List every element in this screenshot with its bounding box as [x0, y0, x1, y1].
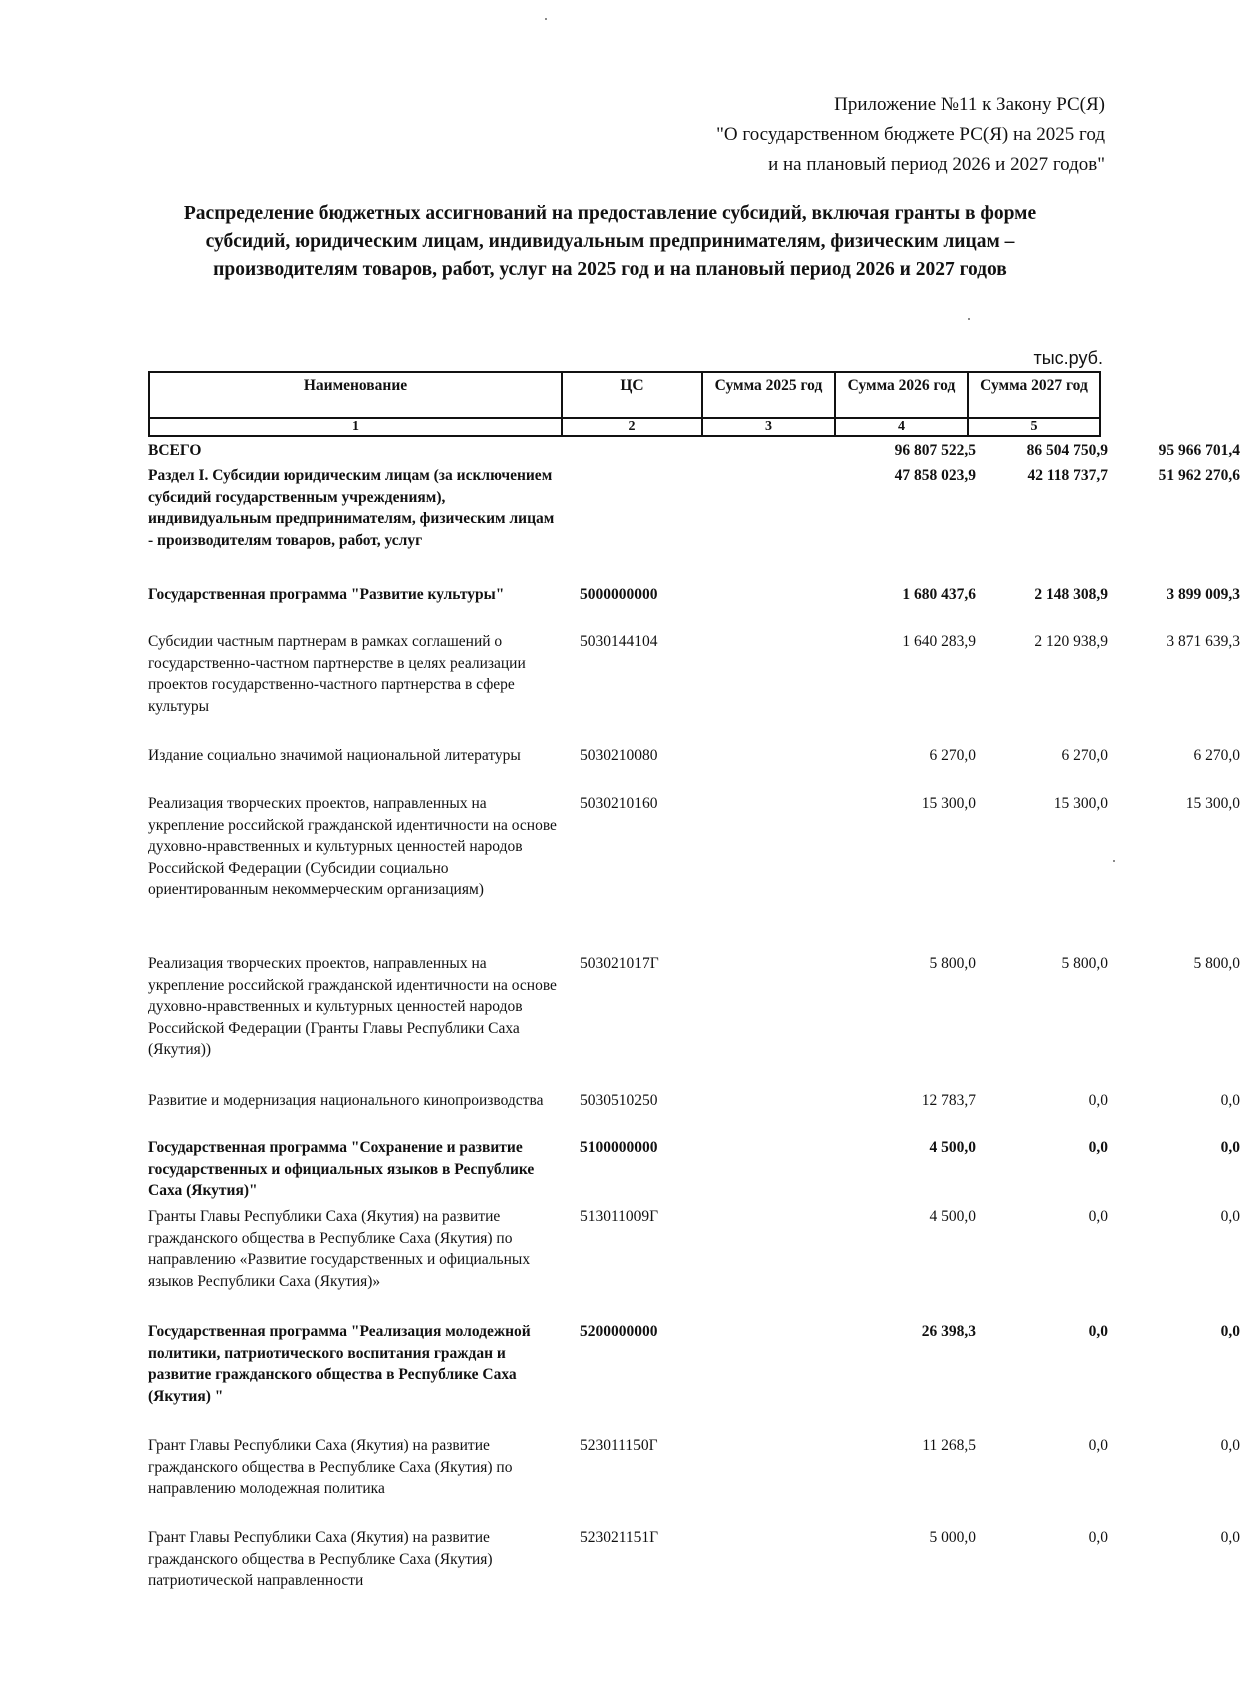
header-sum-2026: Сумма 2026 год [835, 372, 968, 418]
units-label: тыс.руб. [1033, 348, 1103, 368]
row-cs: 513011009Г [580, 1208, 659, 1225]
row-sum-2026: 86 504 750,9 [1026, 442, 1108, 459]
row-sum-2027: 0,0 [1220, 1092, 1240, 1109]
scan-speck [1113, 860, 1115, 862]
row-sum-2026: 0,0 [1088, 1529, 1108, 1546]
column-number: 4 [835, 418, 968, 436]
table-header [148, 371, 1101, 437]
row-name: Грант Главы Республики Саха (Якутия) на развитие гражданского общества в Республике Саха (Якутия) по направлению молодежная политика [148, 1437, 513, 1497]
row-sum-2026: 0,0 [1088, 1139, 1108, 1156]
row-sum-2025: 1 680 437,6 [902, 586, 976, 603]
row-name: Государственная программа "Реализация молодежной политики, патриотического воспитания граждан и развитие гражданского общества в Республике Саха (Якутия) " [148, 1323, 531, 1405]
row-sum-2027: 0,0 [1220, 1529, 1240, 1546]
row-cs: 5000000000 [580, 586, 658, 603]
row-name: Реализация творческих проектов, направленных на укрепление российской гражданской идентичности на основе духовно-нравственных и культурных ценностей народов Российской Федерации (Гранты Главы Республики Саха (Якутия)) [148, 955, 557, 1058]
header-name: Наименование [149, 372, 562, 418]
row-sum-2027: 5 800,0 [1193, 955, 1240, 972]
row-cs: 503021017Г [580, 955, 659, 972]
row-sum-2025: 5 000,0 [929, 1529, 976, 1546]
annex-header [716, 90, 1105, 180]
row-sum-2025: 5 800,0 [929, 955, 976, 972]
row-sum-2027: 6 270,0 [1193, 747, 1240, 764]
row-cs: 523011150Г [580, 1437, 658, 1454]
row-sum-2025: 6 270,0 [929, 747, 976, 764]
row-cs: 5030210080 [580, 747, 658, 764]
title-line-2: субсидий, юридическим лицам, индивидуальным предпринимателям, физическим лицам – [205, 231, 1015, 252]
column-number: 3 [702, 418, 835, 436]
row-sum-2026: 0,0 [1088, 1208, 1108, 1225]
row-sum-2025: 26 398,3 [921, 1323, 976, 1340]
row-sum-2025: 1 640 283,9 [902, 633, 976, 650]
row-sum-2026: 2 120 938,9 [1034, 633, 1108, 650]
row-cs: 523021151Г [580, 1529, 659, 1546]
column-number: 1 [149, 418, 562, 436]
column-number: 5 [968, 418, 1100, 436]
row-sum-2027: 3 871 639,3 [1166, 633, 1240, 650]
row-sum-2027: 0,0 [1220, 1323, 1240, 1340]
row-sum-2025: 15 300,0 [921, 795, 976, 812]
row-cs: 5030510250 [580, 1092, 658, 1109]
row-name: Реализация творческих проектов, направленных на укрепление российской гражданской идентичности на основе духовно-нравственных и культурных ценностей народов Российской Федерации (Субсидии социально ориентированным некоммерческим организациям) [148, 795, 557, 898]
row-sum-2027: 0,0 [1220, 1437, 1240, 1454]
row-sum-2025: 96 807 522,5 [894, 442, 976, 459]
row-name: Издание социально значимой национальной литературы [148, 747, 521, 764]
row-sum-2026: 0,0 [1088, 1437, 1108, 1454]
row-sum-2025: 4 500,0 [929, 1139, 976, 1156]
row-name: Государственная программа "Развитие культуры" [148, 586, 505, 603]
title-line-3: производителям товаров, работ, услуг на 2025 год и на плановый период 2026 и 2027 годов [213, 259, 1007, 280]
row-sum-2026: 0,0 [1088, 1323, 1108, 1340]
row-sum-2027: 0,0 [1220, 1139, 1240, 1156]
row-sum-2026: 42 118 737,7 [1027, 467, 1108, 484]
row-cs: 5030210160 [580, 795, 658, 812]
row-name: Раздел I. Субсидии юридическим лицам (за исключением субсидий государственным учреждениям), индивидуальным предпринимателям, физическим лицам - производителям товаров, работ, услуг [148, 467, 555, 549]
row-name: ВСЕГО [148, 442, 202, 459]
annex-line-2: "О государственном бюджете РС(Я) на 2025 год [716, 124, 1105, 145]
document-title [150, 200, 1070, 284]
header-cs: ЦС [562, 372, 702, 418]
row-sum-2027: 3 899 009,3 [1166, 586, 1240, 603]
row-sum-2027: 15 300,0 [1185, 795, 1240, 812]
scan-speck [545, 18, 547, 20]
row-sum-2027: 51 962 270,6 [1158, 467, 1240, 484]
row-sum-2027: 0,0 [1220, 1208, 1240, 1225]
row-sum-2025: 4 500,0 [929, 1208, 976, 1225]
row-name: Государственная программа "Сохранение и развитие государственных и официальных языков в Республике Саха (Якутия)" [148, 1139, 535, 1199]
row-name: Развитие и модернизация национального кинопроизводства [148, 1092, 544, 1109]
column-number: 2 [562, 418, 702, 436]
row-cs: 5100000000 [580, 1139, 658, 1156]
scan-speck [968, 318, 970, 320]
annex-line-3: и на плановый период 2026 и 2027 годов" [768, 154, 1105, 175]
row-sum-2025: 47 858 023,9 [894, 467, 976, 484]
row-sum-2026: 0,0 [1088, 1092, 1108, 1109]
header-sum-2025: Сумма 2025 год [702, 372, 835, 418]
row-name: Грант Главы Республики Саха (Якутия) на развитие гражданского общества в Республике Саха (Якутия) патриотической направленности [148, 1529, 493, 1589]
row-sum-2027: 95 966 701,4 [1158, 442, 1240, 459]
row-cs: 5200000000 [580, 1323, 658, 1340]
header-sum-2027: Сумма 2027 год [968, 372, 1100, 418]
row-sum-2026: 5 800,0 [1061, 955, 1108, 972]
row-name: Субсидии частным партнерам в рамках соглашений о государственно-частном партнерстве в целях реализации проектов государственно-частного партнерства в сфере культуры [148, 633, 526, 715]
row-cs: 5030144104 [580, 633, 658, 650]
annex-line-1: Приложение №11 к Закону РС(Я) [834, 94, 1105, 115]
row-sum-2025: 11 268,5 [922, 1437, 976, 1454]
row-sum-2026: 6 270,0 [1061, 747, 1108, 764]
title-line-1: Распределение бюджетных ассигнований на предоставление субсидий, включая гранты в форме [183, 203, 1037, 224]
row-sum-2026: 2 148 308,9 [1034, 586, 1108, 603]
row-name: Гранты Главы Республики Саха (Якутия) на развитие гражданского общества в Республике Саха (Якутия) по направлению «Развитие государственных и официальных языков Республики Саха (Якутия)» [148, 1208, 531, 1290]
row-sum-2025: 12 783,7 [921, 1092, 976, 1109]
row-sum-2026: 15 300,0 [1053, 795, 1108, 812]
